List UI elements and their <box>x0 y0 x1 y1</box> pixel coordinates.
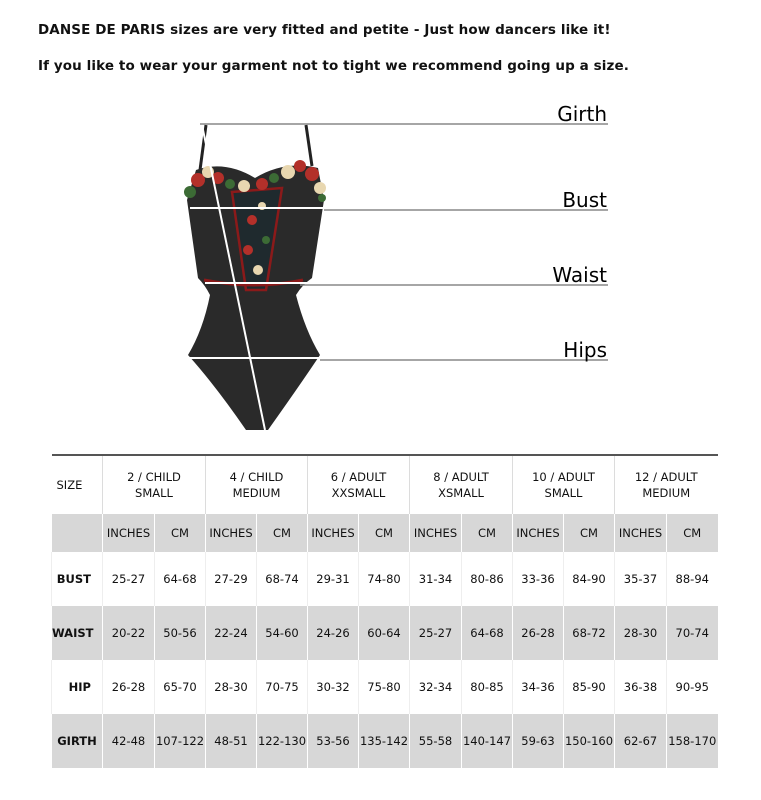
size-group-header <box>206 455 308 514</box>
table-cell: 80-85 <box>462 660 513 714</box>
table-row-bust <box>52 552 718 606</box>
intro-fitted-note: DANSE DE PARIS sizes are very fitted and petite - Just how dancers like it! <box>38 22 611 38</box>
table-cell: 53-56 <box>308 714 359 768</box>
table-cell: 55-58 <box>410 714 462 768</box>
unit-cm-header: CM <box>564 514 615 552</box>
table-cell: 64-68 <box>155 552 206 606</box>
unit-cm-header: CM <box>462 514 513 552</box>
size-group-line2: MEDIUM <box>642 486 691 500</box>
size-group-line2: MEDIUM <box>232 486 281 500</box>
bust-label: Bust <box>562 188 607 212</box>
row-label: HIP <box>52 660 103 714</box>
table-cell: 50-56 <box>155 606 206 660</box>
table-cell: 33-36 <box>513 552 564 606</box>
unit-cm-header: CM <box>155 514 206 552</box>
table-cell: 80-86 <box>462 552 513 606</box>
table-cell: 25-27 <box>103 552 155 606</box>
size-group-line2: SMALL <box>544 486 583 500</box>
waist-label: Waist <box>552 263 607 287</box>
table-cell: 150-160 <box>564 714 615 768</box>
table-cell: 107-122 <box>155 714 206 768</box>
size-group-header <box>410 455 513 514</box>
table-cell: 26-28 <box>513 606 564 660</box>
table-cell: 62-67 <box>615 714 667 768</box>
size-group-header <box>615 455 718 514</box>
table-cell: 88-94 <box>667 552 718 606</box>
row-label: BUST <box>52 552 103 606</box>
unit-inches-header: INCHES <box>103 514 155 552</box>
right-strap <box>306 125 312 166</box>
size-header-row <box>52 455 718 514</box>
table-cell: 24-26 <box>308 606 359 660</box>
table-cell: 25-27 <box>410 606 462 660</box>
size-group-line1: 8 / ADULT <box>433 470 489 484</box>
intro-size-up-note: If you like to wear your garment not to tight we recommend going up a size. <box>38 58 629 74</box>
size-chart-table <box>51 454 718 768</box>
units-header-row <box>52 514 718 552</box>
table-cell: 135-142 <box>359 714 410 768</box>
table-cell: 28-30 <box>615 606 667 660</box>
units-blank-cell <box>52 514 103 552</box>
table-cell: 64-68 <box>462 606 513 660</box>
table-cell: 27-29 <box>206 552 257 606</box>
table-cell: 158-170 <box>667 714 718 768</box>
size-group-line2: XSMALL <box>438 486 484 500</box>
size-column-header: SIZE <box>52 455 103 514</box>
row-label: GIRTH <box>52 714 103 768</box>
table-cell: 28-30 <box>206 660 257 714</box>
size-group-line1: 6 / ADULT <box>330 470 387 484</box>
table-cell: 140-147 <box>462 714 513 768</box>
table-cell: 59-63 <box>513 714 564 768</box>
unit-inches-header: INCHES <box>410 514 462 552</box>
table-cell: 85-90 <box>564 660 615 714</box>
girth-label: Girth <box>557 102 607 126</box>
table-cell: 42-48 <box>103 714 155 768</box>
table-cell: 75-80 <box>359 660 410 714</box>
unit-cm-header: CM <box>257 514 308 552</box>
table-cell: 36-38 <box>615 660 667 714</box>
leotard-illustration <box>0 100 761 440</box>
table-cell: 26-28 <box>103 660 155 714</box>
table-cell: 84-90 <box>564 552 615 606</box>
size-group-header <box>103 455 206 514</box>
size-group-line1: 2 / CHILD <box>127 470 181 484</box>
unit-cm-header: CM <box>667 514 718 552</box>
table-cell: 68-74 <box>257 552 308 606</box>
table-row-girth <box>52 714 718 768</box>
table-cell: 20-22 <box>103 606 155 660</box>
size-group-line2: XXSMALL <box>331 486 386 500</box>
table-cell: 30-32 <box>308 660 359 714</box>
table-cell: 70-74 <box>667 606 718 660</box>
unit-inches-header: INCHES <box>308 514 359 552</box>
table-cell: 70-75 <box>257 660 308 714</box>
size-group-line1: 10 / ADULT <box>532 470 595 484</box>
unit-inches-header: INCHES <box>615 514 667 552</box>
table-cell: 54-60 <box>257 606 308 660</box>
table-cell: 29-31 <box>308 552 359 606</box>
table-cell: 32-34 <box>410 660 462 714</box>
table-cell: 122-130 <box>257 714 308 768</box>
size-group-line2: SMALL <box>135 486 173 500</box>
size-group-header <box>513 455 615 514</box>
table-cell: 90-95 <box>667 660 718 714</box>
table-cell: 65-70 <box>155 660 206 714</box>
table-cell: 74-80 <box>359 552 410 606</box>
unit-inches-header: INCHES <box>206 514 257 552</box>
measurement-figure <box>0 100 761 440</box>
unit-inches-header: INCHES <box>513 514 564 552</box>
size-group-header <box>308 455 410 514</box>
row-label: WAIST <box>52 606 103 660</box>
table-cell: 68-72 <box>564 606 615 660</box>
table-cell: 35-37 <box>615 552 667 606</box>
unit-cm-header: CM <box>359 514 410 552</box>
table-cell: 60-64 <box>359 606 410 660</box>
size-group-line1: 12 / ADULT <box>634 470 698 484</box>
table-cell: 31-34 <box>410 552 462 606</box>
table-cell: 34-36 <box>513 660 564 714</box>
table-cell: 22-24 <box>206 606 257 660</box>
size-group-line1: 4 / CHILD <box>229 470 284 484</box>
hips-label: Hips <box>563 338 607 362</box>
table-row-waist <box>52 606 718 660</box>
table-row-hip <box>52 660 718 714</box>
table-cell: 48-51 <box>206 714 257 768</box>
